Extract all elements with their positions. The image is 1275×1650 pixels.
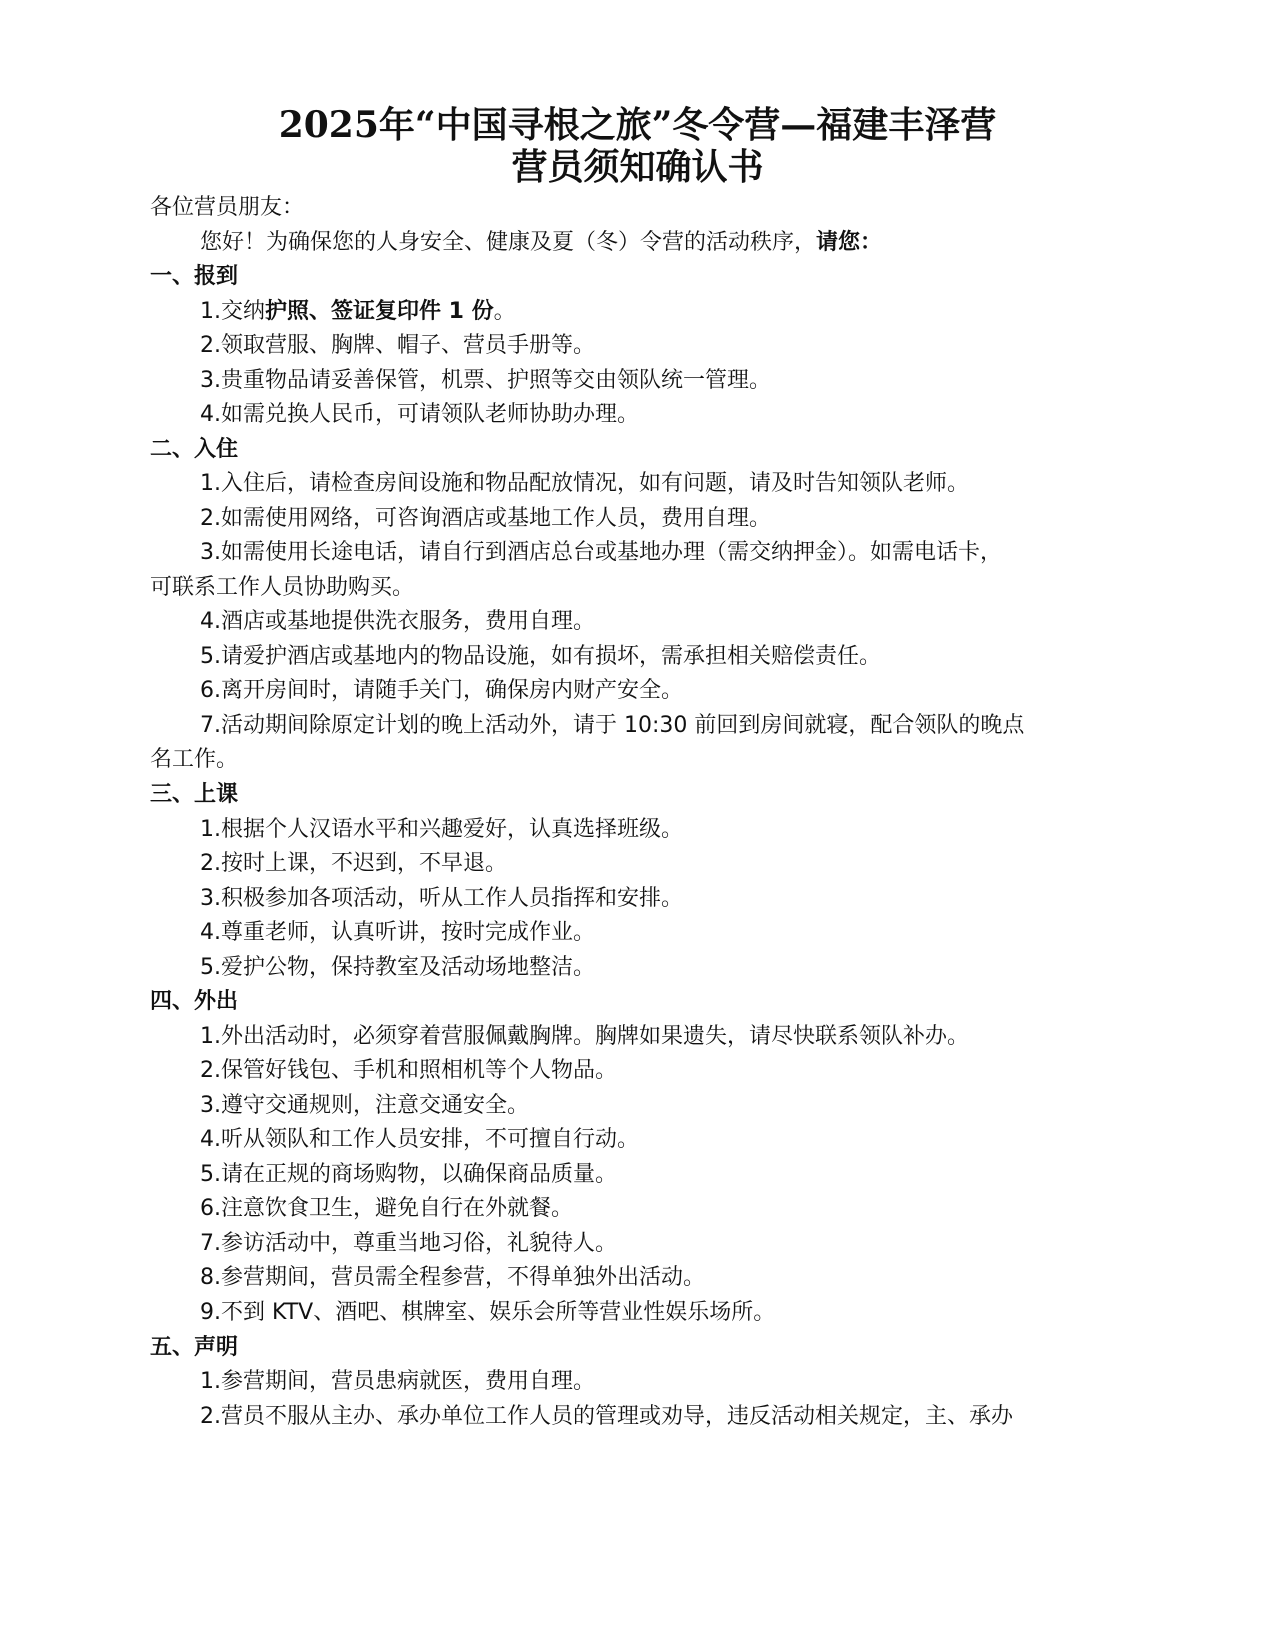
section-heading: 五、声明: [150, 1335, 239, 1360]
list-item: 4.如需兑换人民币，可请领队老师协助办理。: [200, 402, 639, 427]
intro-text: 您好！为确保您的人身安全、健康及夏（冬）令营的活动秩序，: [200, 230, 817, 255]
list-item-continuation: 可联系工作人员协助购买。: [150, 575, 415, 600]
list-item: 3.贵重物品请妥善保管，机票、护照等交由领队统一管理。: [200, 368, 771, 393]
list-item: [200, 297, 1130, 327]
list-item: 2.领取营服、胸牌、帽子、营员手册等。: [200, 333, 595, 358]
item-suffix: 。: [493, 299, 516, 324]
list-item: 7.参访活动中，尊重当地习俗，礼貌待人。: [200, 1231, 617, 1256]
list-item: 3.遵守交通规则，注意交通安全。: [200, 1093, 529, 1118]
section-heading: 四、外出: [150, 989, 239, 1014]
list-item: 2.营员不服从主办、承办单位工作人员的管理或劝导，违反活动相关规定，主、承办: [200, 1404, 1013, 1429]
item-prefix: 1.交纳: [200, 299, 265, 324]
list-item: 1.入住后，请检查房间设施和物品配放情况，如有问题，请及时告知领队老师。: [200, 471, 969, 496]
list-item: 4.酒店或基地提供洗衣服务，费用自理。: [200, 609, 595, 634]
list-item: 1.参营期间，营员患病就医，费用自理。: [200, 1369, 595, 1394]
list-item: 2.保管好钱包、手机和照相机等个人物品。: [200, 1058, 617, 1083]
list-item: 5.爱护公物，保持教室及活动场地整洁。: [200, 955, 595, 980]
list-item: 8.参营期间，营员需全程参营，不得单独外出活动。: [200, 1265, 705, 1290]
list-item: 2.如需使用网络，可咨询酒店或基地工作人员，费用自理。: [200, 506, 771, 531]
salutation: 各位营员朋友：: [150, 195, 305, 220]
item-emphasis: 护照、签证复印件 1 份: [265, 299, 494, 324]
list-item: 3.如需使用长途电话，请自行到酒店总台或基地办理（需交纳押金）。如需电话卡，: [200, 540, 1002, 565]
list-item-continuation: 名工作。: [150, 747, 239, 772]
list-item: 5.请在正规的商场购物，以确保商品质量。: [200, 1162, 617, 1187]
list-item: 2.按时上课，不迟到，不早退。: [200, 851, 507, 876]
list-item: 6.离开房间时，请随手关门，确保房内财产安全。: [200, 678, 683, 703]
section-heading: 二、入住: [150, 437, 239, 462]
section-heading: 一、报到: [150, 264, 239, 289]
list-item: 7.活动期间除原定计划的晚上活动外，请于 10:30 前回到房间就寝，配合领队的晚点: [200, 713, 1025, 738]
list-item: 4.尊重老师，认真听讲，按时完成作业。: [200, 920, 595, 945]
list-item: 9.不到 KTV、酒吧、棋牌室、娱乐会所等营业性娱乐场所。: [200, 1300, 776, 1325]
intro-paragraph: [200, 228, 1130, 258]
list-item: 1.根据个人汉语水平和兴趣爱好，认真选择班级。: [200, 817, 683, 842]
list-item: 1.外出活动时，必须穿着营服佩戴胸牌。胸牌如果遗失，请尽快联系领队补办。: [200, 1024, 969, 1049]
document-title: 2025年“中国寻根之旅”冬令营—福建丰泽营: [278, 104, 997, 146]
list-item: 5.请爱护酒店或基地内的物品设施，如有损坏，需承担相关赔偿责任。: [200, 644, 881, 669]
document-subtitle: 营员须知确认书: [511, 146, 764, 188]
list-item: 6.注意饮食卫生，避免自行在外就餐。: [200, 1196, 573, 1221]
list-item: 4.听从领队和工作人员安排，不可擅自行动。: [200, 1127, 639, 1152]
section-heading: 三、上课: [150, 782, 239, 807]
intro-emphasis: 请您：: [816, 230, 883, 255]
list-item: 3.积极参加各项活动，听从工作人员指挥和安排。: [200, 886, 683, 911]
